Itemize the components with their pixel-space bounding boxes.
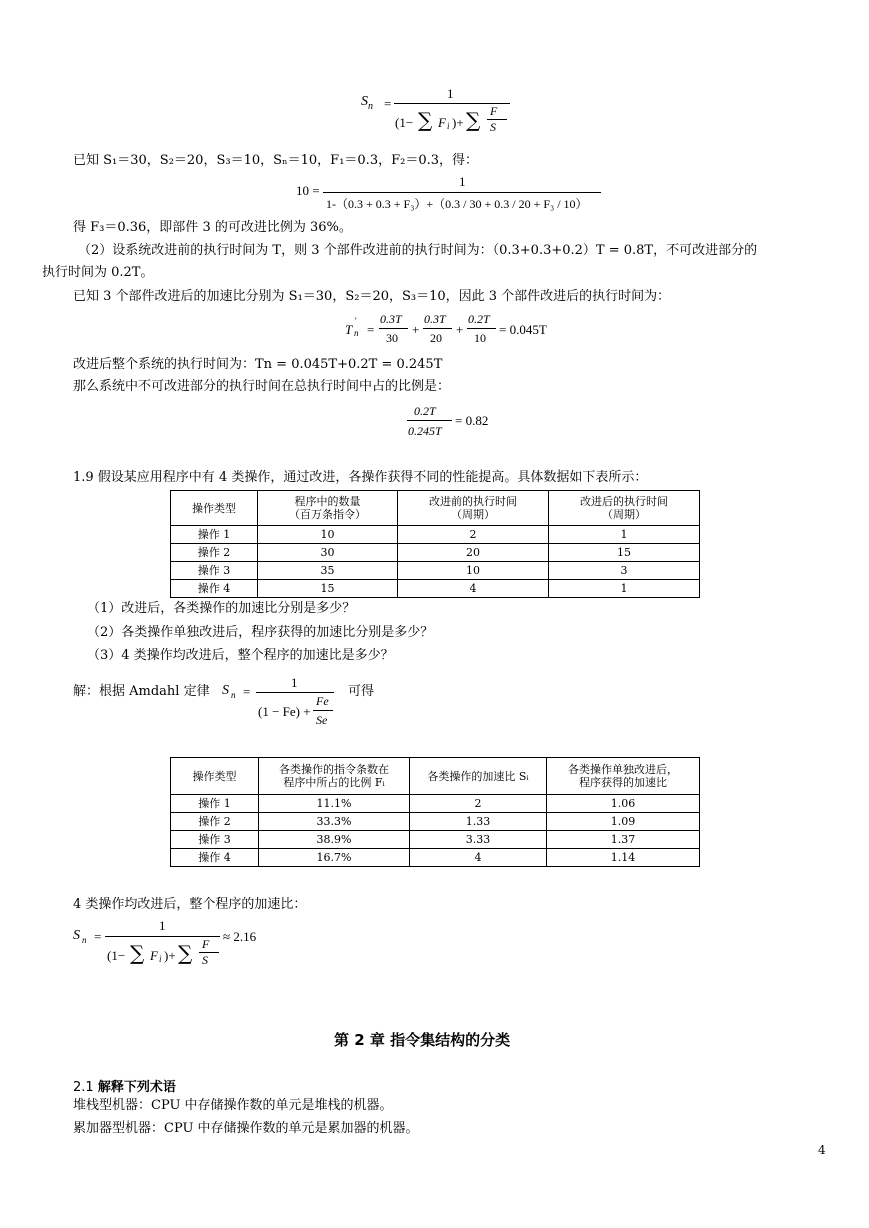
- table-header-cell: 各类操作的指令条数在 程序中所占的比例 Fᵢ: [259, 758, 410, 795]
- table-row: 操作 1 10 2 1: [171, 526, 700, 544]
- table-row: 操作 2 30 20 15: [171, 544, 700, 562]
- known-values-line: 已知 S₁＝30，S₂＝20，S₃＝10，Sₙ＝10，F₁＝0.3，F₂＝0.3，得：: [73, 153, 478, 168]
- sub-question-1: （1）改进后，各类操作的加速比分别是多少？: [87, 601, 356, 616]
- total-time-line: 改进后整个系统的执行时间为：Tn = 0.045T+0.2T = 0.245T: [73, 357, 443, 372]
- f3-result-line: 得 F₃＝0.36，即部件 3 的可改进比例为 36%。: [73, 220, 352, 235]
- chapter-title: 第 2 章 指令集结构的分类: [334, 1031, 511, 1049]
- table-row: 操作 2 33.3% 1.33 1.09: [171, 813, 700, 831]
- table-row: 操作 1 11.1% 2 1.06: [171, 795, 700, 813]
- operations-table: [170, 490, 700, 598]
- part2-line-a: （2）设系统改进前的执行时间为 T，则 3 个部件改进前的执行时间为：（0.3+0.3+0.2）T = 0.8T，不可改进部分的: [78, 243, 758, 258]
- sub-question-3: （3）4 类操作均改进后，整个程序的加速比是多少？: [87, 648, 394, 663]
- table-header-cell: 改进前的执行时间 （周期）: [398, 491, 549, 526]
- table-row: 操作 3 38.9% 3.33 1.37: [171, 831, 700, 849]
- definition-accumulator-machine: 累加器型机器：CPU 中存储操作数的单元是累加器的机器。: [73, 1121, 419, 1136]
- part2-line-c: 已知 3 个部件改进后的加速比分别为 S₁＝30，S₂＝20，S₃＝10，因此 3 个部件改进后的执行时间为：: [73, 289, 671, 304]
- speedup-table: [170, 757, 700, 867]
- table-header-cell: 操作类型: [171, 758, 259, 795]
- question-1-9: 1.9 假设某应用程序中有 4 类操作，通过改进，各操作获得不同的性能提高。具体数据如下表所示：: [73, 470, 648, 485]
- table-header-cell: 程序中的数量 （百万条指令）: [258, 491, 398, 526]
- sub-question-2: （2）各类操作单独改进后，程序获得的加速比分别是多少？: [87, 625, 434, 640]
- ratio-intro-line: 那么系统中不可改进部分的执行时间在总执行时间中占的比例是：: [73, 379, 451, 394]
- table-row: 操作 3 35 10 3: [171, 562, 700, 580]
- page-number: 4: [818, 1143, 826, 1157]
- table-header-row: [171, 758, 700, 795]
- section-2-1-heading: 2.1 解释下列术语: [73, 1080, 176, 1095]
- table-row: 操作 4 16.7% 4 1.14: [171, 849, 700, 867]
- overall-speedup-line: 4 类操作均改进后，整个程序的加速比：: [73, 897, 307, 912]
- table-header-cell: 操作类型: [171, 491, 258, 526]
- table-header-cell: 改进后的执行时间 （周期）: [549, 491, 700, 526]
- table-header-cell: 各类操作单独改进后， 程序获得的加速比: [547, 758, 700, 795]
- table-header-cell: 各类操作的加速比 Sᵢ: [410, 758, 547, 795]
- definition-stack-machine: 堆栈型机器：CPU 中存储操作数的单元是堆栈的机器。: [73, 1098, 393, 1113]
- formula-lhs: $S_n$: [361, 94, 373, 112]
- part2-line-b: 执行时间为 0.2T。: [42, 265, 154, 280]
- table-header-row: [171, 491, 700, 526]
- table-row: 操作 4 15 4 1: [171, 580, 700, 598]
